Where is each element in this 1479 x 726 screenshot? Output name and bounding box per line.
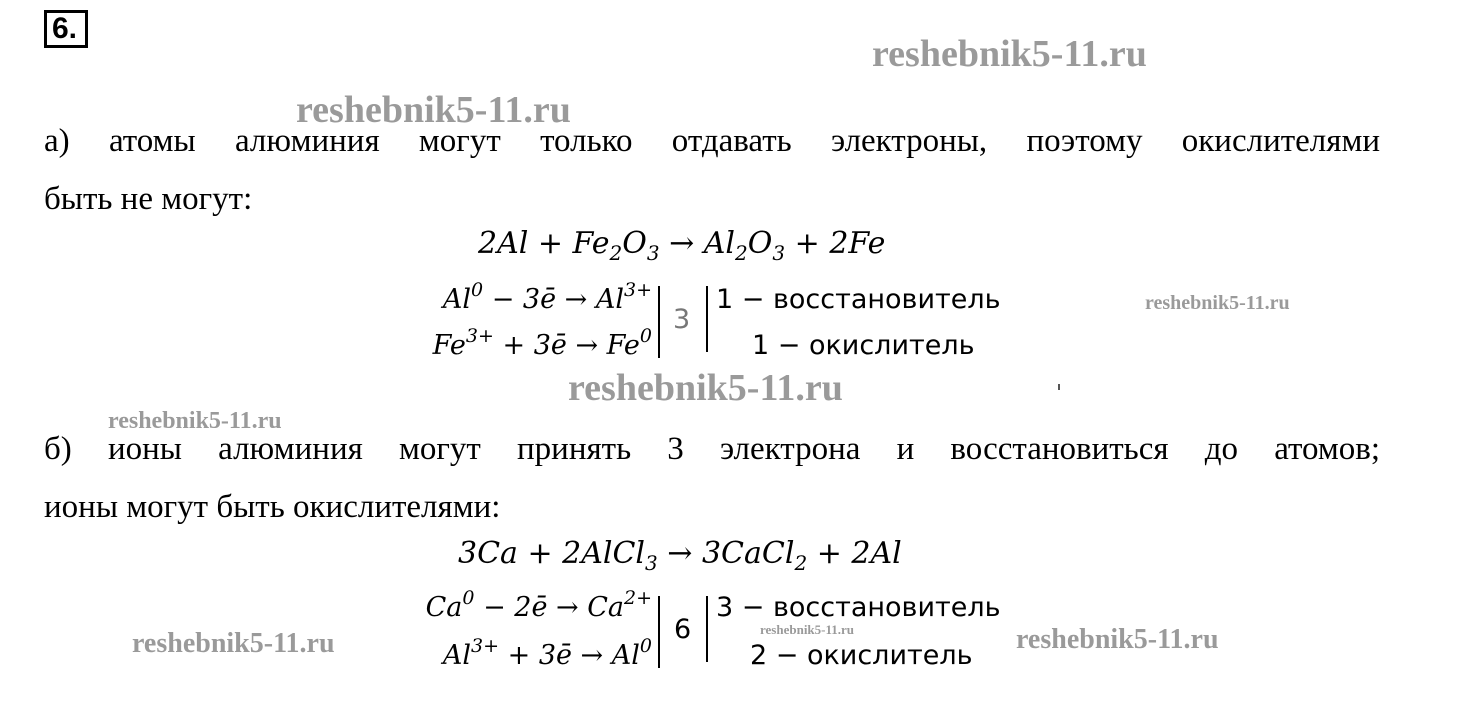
part-a-lcm: 3 bbox=[673, 304, 691, 335]
watermark-top-right: reshebnik5-11.ru bbox=[872, 33, 1147, 75]
part-b-half-reaction-2: $Al^{3+}$ + 3ē → $Al^0$ bbox=[442, 635, 652, 671]
part-a-half-reaction-2: $Fe^{3+}$ + 3ē → $Fe^0$ bbox=[432, 325, 652, 361]
watermark-top-left: reshebnik5-11.ru bbox=[296, 89, 571, 131]
watermark-left-mid: reshebnik5-11.ru bbox=[108, 408, 282, 434]
watermark-right-small: reshebnik5-11.ru bbox=[1145, 292, 1290, 314]
part-a-half-reaction-1: $Al^0$ − 3ē → $Al^{3+}$ bbox=[442, 279, 652, 315]
part-a-line-1: а) атомы алюминия могут только отдавать электроны, поэтому окислителями bbox=[44, 123, 1380, 159]
part-a-role-reducer: 1 − восстановитель bbox=[716, 284, 1001, 315]
part-b-text bbox=[44, 420, 1380, 536]
part-b-role-oxidizer: 2 − окислитель bbox=[750, 640, 973, 671]
part-a-equation: $2Al + Fe_2O_3 \to Al_2O_3 + 2Fe$ bbox=[478, 226, 886, 265]
part-a-divider-right bbox=[706, 286, 708, 352]
part-b-half-reaction-1: $Ca^0$ − 2ē → $Ca^{2+}$ bbox=[425, 587, 652, 623]
part-b-lcm: 6 bbox=[674, 614, 692, 645]
part-a-role-oxidizer: 1 − окислитель bbox=[752, 330, 975, 361]
stray-mark bbox=[1058, 384, 1060, 390]
part-a-text bbox=[44, 112, 1380, 228]
part-b-divider-left bbox=[658, 596, 660, 668]
watermark-bottom-right: reshebnik5-11.ru bbox=[1016, 624, 1219, 655]
part-a-divider-left bbox=[658, 286, 660, 358]
part-b-role-reducer: 3 − восстановитель bbox=[716, 592, 1001, 623]
watermark-middle: reshebnik5-11.ru bbox=[568, 367, 843, 409]
watermark-bottom-left: reshebnik5-11.ru bbox=[132, 628, 335, 659]
problem-number: 6. bbox=[44, 10, 88, 48]
part-b-line-1: б) ионы алюминия могут принять 3 электрона и восстановиться до атомов; bbox=[44, 431, 1380, 467]
part-a-line-2: быть не могут: bbox=[44, 181, 253, 217]
part-b-line-2: ионы могут быть окислителями: bbox=[44, 489, 501, 525]
part-b-divider-right bbox=[706, 596, 708, 662]
watermark-bottom-tiny: reshebnik5-11.ru bbox=[760, 622, 855, 637]
part-b-equation: 3Ca + 2AlCl$_3$ → 3CaCl$_2$ + 2Al bbox=[458, 536, 902, 575]
